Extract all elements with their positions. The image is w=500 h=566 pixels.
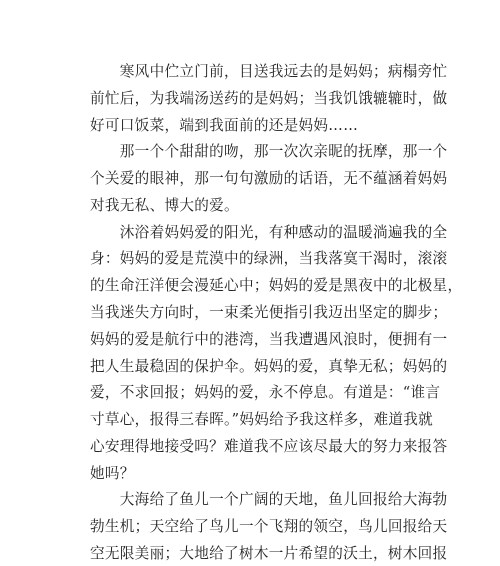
text-line: 大海给了鱼儿一个广阔的天地，鱼儿回报给大海勃 (90, 491, 448, 508)
text-line: 沐浴着妈妈爱的阳光，有种感动的温暖淌遍我的全 (90, 224, 448, 241)
text-line: 好可口饭菜，端到我面前的还是妈妈…… (90, 117, 359, 134)
text-line: 的生命汪洋便会漫延心中；妈妈的爱是黑夜中的北极星， (90, 277, 463, 294)
text-line: 心安理得地接受吗？难道我不应该尽最大的努力来报答 (90, 438, 448, 455)
text-line: 爱，不求回报；妈妈的爱，永不停息。有道是：“谁言 (90, 384, 441, 401)
text-line: 那一个个甜甜的吻，那一次次亲昵的抚摩，那一个 (90, 143, 448, 160)
text-line: 个关爱的眼神，那一句句激励的话语，无不蕴涵着妈妈 (90, 170, 448, 187)
text-line: 对我无私、博大的爱。 (90, 197, 239, 214)
text-line: 勃生机；天空给了鸟儿一个飞翔的领空，鸟儿回报给天 (90, 518, 448, 535)
text-line: 寸草心，报得三春晖。”妈妈给予我这样多，难道我就 (90, 411, 434, 428)
text-line: 她吗？ (90, 465, 135, 482)
text-line: 身：妈妈的爱是荒漠中的绿洲，当我落寞干渴时，滚滚 (90, 250, 448, 267)
text-line: 寒风中伫立门前，目送我远去的是妈妈；病榻旁忙 (90, 63, 448, 80)
text-line: 空无限美丽；大地给了树木一片希望的沃土，树木回报 (90, 545, 448, 562)
text-line: 妈妈的爱是航行中的港湾，当我遭遇风浪时，便拥有一 (90, 331, 448, 348)
text-line: 前忙后，为我端汤送药的是妈妈；当我饥饿辘辘时，做 (90, 90, 448, 107)
text-line: 把人生最稳固的保护伞。妈妈的爱，真挚无私；妈妈的 (90, 358, 448, 375)
text-line: 当我迷失方向时，一束柔光便指引我迈出坚定的脚步； (90, 304, 448, 321)
